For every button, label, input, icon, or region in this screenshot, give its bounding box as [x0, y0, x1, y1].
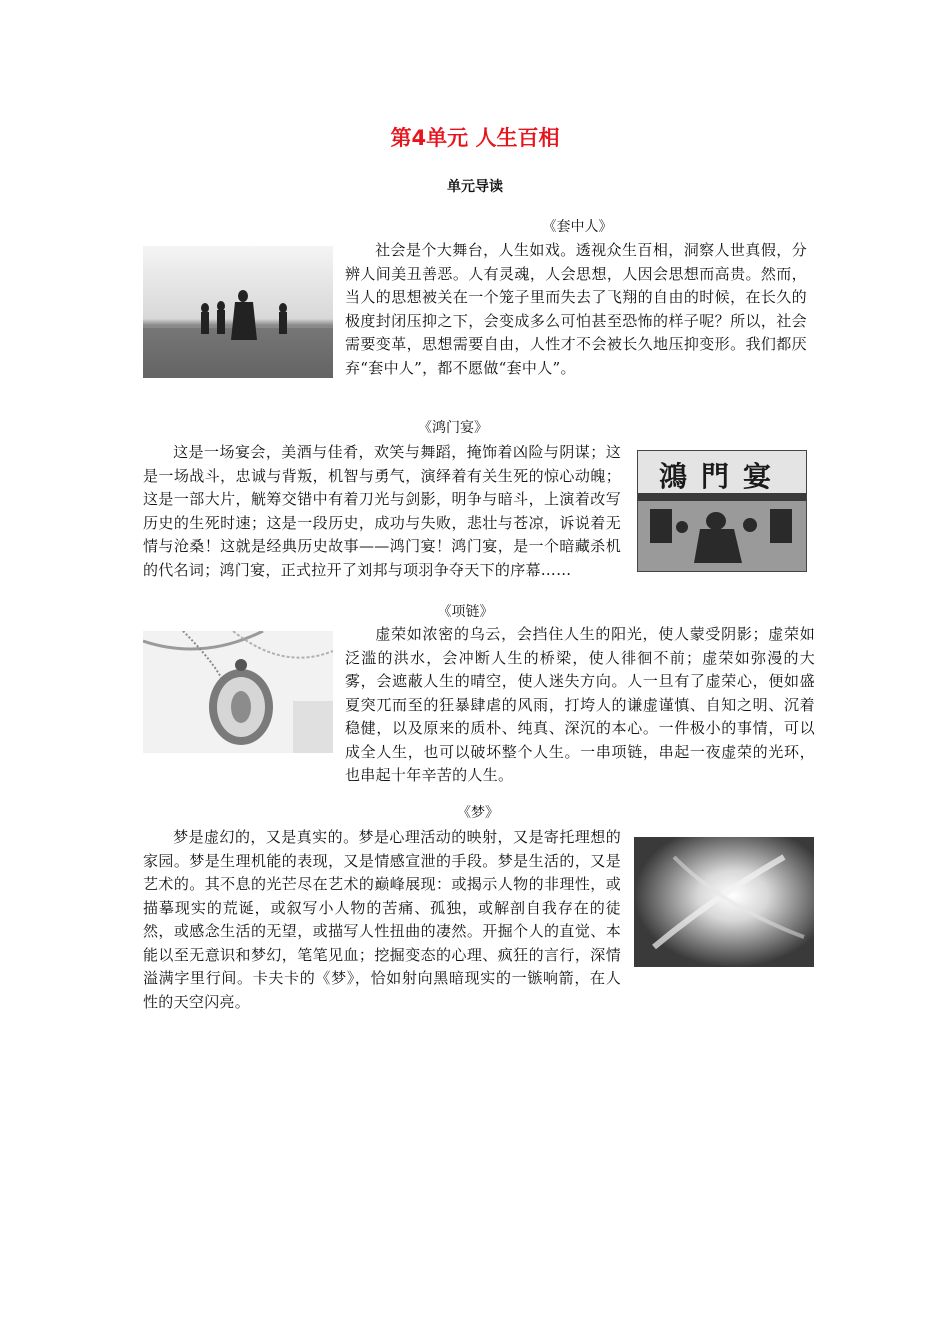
hongmenyan-banner: 鴻門宴	[658, 460, 785, 493]
page-title: 第4单元 人生百相	[390, 126, 560, 150]
section-text-meng: 梦是虚幻的，又是真实的。梦是心理活动的映射，又是寄托理想的家园。梦是生理机能的表现，又是情感宣泄的手段。梦是生活的，又是艺术的。其不息的光芒尽在艺术的巅峰展现：或揭示人物的非理性，或描摹现实的荒诞，或叙写小人物的苦痛、孤独，或解剖自我存在的徒然，或感念生活的无望，或描写人性扭曲的凄然。开掘个人的直觉、本能以至无意识和梦幻，笔笔见血；挖掘变态的心理、疯狂的言行，深情溢满字里行间。卡夫卡的《梦》，恰如射向黑暗现实的一镞响箭，在人性的天空闪亮。	[143, 828, 621, 1011]
section-heading-xianglian: 《项链》	[437, 604, 494, 620]
section-heading-meng: 《梦》	[457, 805, 499, 821]
section-text-hongmenyan: 这是一场宴会，美酒与佳肴，欢笑与舞蹈，掩饰着凶险与阴谋；这是一场战斗，忠诚与背叛，机智与勇气，演绎着有关生死的惊心动魄；这是一部大片，觥筹交错中有着刀光与剑影，明争与暗斗，上演着改写历史的生死时速；这是一段历史，成功与失败，悲壮与苍凉，诉说着无情与沧桑！这就是经典历史故事——鸿门宴！鸿门宴，是一个暗藏杀机的代名词；鸿门宴，正式拉开了刘邦与项羽争夺天下的序幕……	[143, 443, 621, 579]
unit-guide-heading: 单元导读	[447, 179, 503, 195]
section-text-xianglian: 虚荣如浓密的乌云，会挡住人生的阳光，使人蒙受阴影；虚荣如泛滥的洪水，会冲断人生的桥梁，使人徘徊不前；虚荣如弥漫的大雾，会遮蔽人生的晴空，使人迷失方向。人一旦有了虚荣心，便如盛夏突兀而至的狂暴肆虐的风雨，打垮人的谦虚谨慎、自知之明、沉着稳健，以及原来的质朴、纯真、深沉的本心。一件极小的事情，可以成全人生，也可以破坏整个人生。一串项链，串起一夜虚荣的光环，也串起十年辛苦的人生。	[345, 625, 815, 784]
dream-photo	[634, 837, 814, 967]
taozhongren-photo	[143, 246, 333, 378]
hongmenyan-painting	[637, 450, 807, 572]
section-text-taozhongren: 社会是个大舞台，人生如戏。透视众生百相，洞察人世真假，分辨人间美丑善恶。人有灵魂，人会思想，人因会思想而高贵。然而，当人的思想被关在一个笼子里而失去了飞翔的自由的时候，在长久的极度封闭压抑之下，会变成多么可怕甚至恐怖的样子呢？所以，社会需要变革，思想需要自由，人性才不会被长久地压抑变形。我们都厌弃“套中人”，都不愿做“套中人”。	[345, 241, 807, 377]
section-heading-hongmenyan: 《鸿门宴》	[418, 420, 488, 436]
necklace-photo	[143, 631, 333, 753]
section-heading-taozhongren: 《套中人》	[542, 219, 613, 235]
